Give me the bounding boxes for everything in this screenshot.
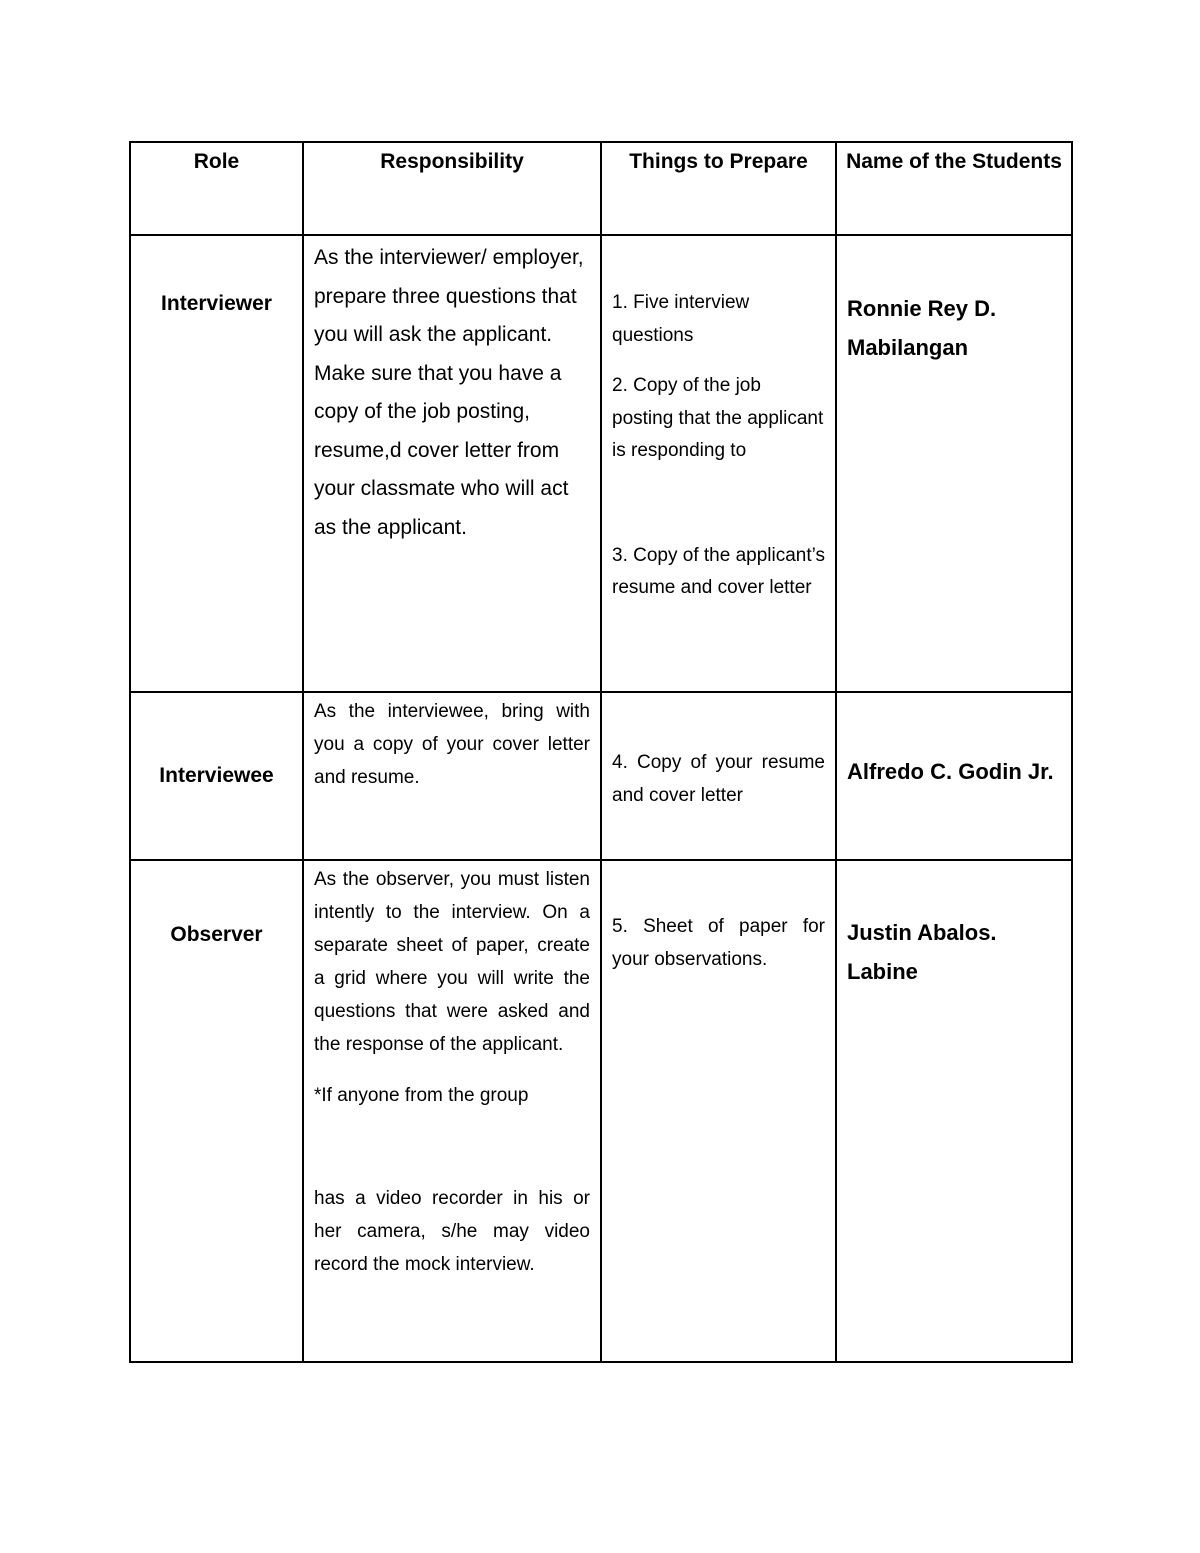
responsibility-observer: [303, 860, 601, 1362]
prepare-item: 1. Five interview questions: [612, 292, 750, 346]
header-things-to-prepare: Things to Prepare: [601, 142, 836, 235]
responsibility-interviewee: [303, 692, 601, 860]
header-name-of-students: Name of the Students: [836, 142, 1072, 235]
table-row: [130, 692, 1072, 860]
table-header-row: [130, 142, 1072, 235]
roles-table: [129, 141, 1073, 1363]
student-name: Justin Abalos. Labine: [847, 920, 997, 984]
student-interviewer: [836, 235, 1072, 692]
table-row: [130, 860, 1072, 1362]
header-role: Role: [130, 142, 303, 235]
prepare-item: 5. Sheet of paper for your observations.: [612, 916, 825, 970]
role-interviewee: Interviewee: [130, 692, 303, 860]
student-interviewee: [836, 692, 1072, 860]
prepare-item: 4. Copy of your resume and cover letter: [612, 752, 825, 806]
student-name: Ronnie Rey D. Mabilangan: [847, 296, 997, 360]
prepare-interviewee: [601, 692, 836, 860]
role-observer: Observer: [130, 860, 303, 1362]
student-name: Alfredo C. Godin Jr.: [847, 759, 1054, 784]
table-row: [130, 235, 1072, 692]
responsibility-text: As the observer, you must listen intently to the interview. On a separate sheet of paper, create a grid where you will write the questions that were asked and the response of the applicant.: [314, 869, 590, 1055]
prepare-item: 2. Copy of the job posting that the applicant is responding to: [612, 375, 824, 461]
responsibility-text: As the interviewee, bring with you a copy of your cover letter and resume.: [314, 701, 590, 788]
responsibility-interviewer: As the interviewer/ employer, prepare three questions that you will ask the applicant. Make sure that you have a copy of the job posting, resume,d cover letter from your classmate who will act as the applicant.: [303, 235, 601, 692]
responsibility-text: has a video recorder in his or her camera, s/he may video record the mock interview.: [314, 1188, 590, 1275]
role-interviewer: Interviewer: [130, 235, 303, 692]
responsibility-text: *If anyone from the group: [314, 1085, 529, 1106]
prepare-item: 3. Copy of the applicant’s resume and cover letter: [612, 544, 826, 598]
prepare-observer: [601, 860, 836, 1362]
student-observer: [836, 860, 1072, 1362]
header-responsibility: Responsibility: [303, 142, 601, 235]
prepare-interviewer: [601, 235, 836, 692]
